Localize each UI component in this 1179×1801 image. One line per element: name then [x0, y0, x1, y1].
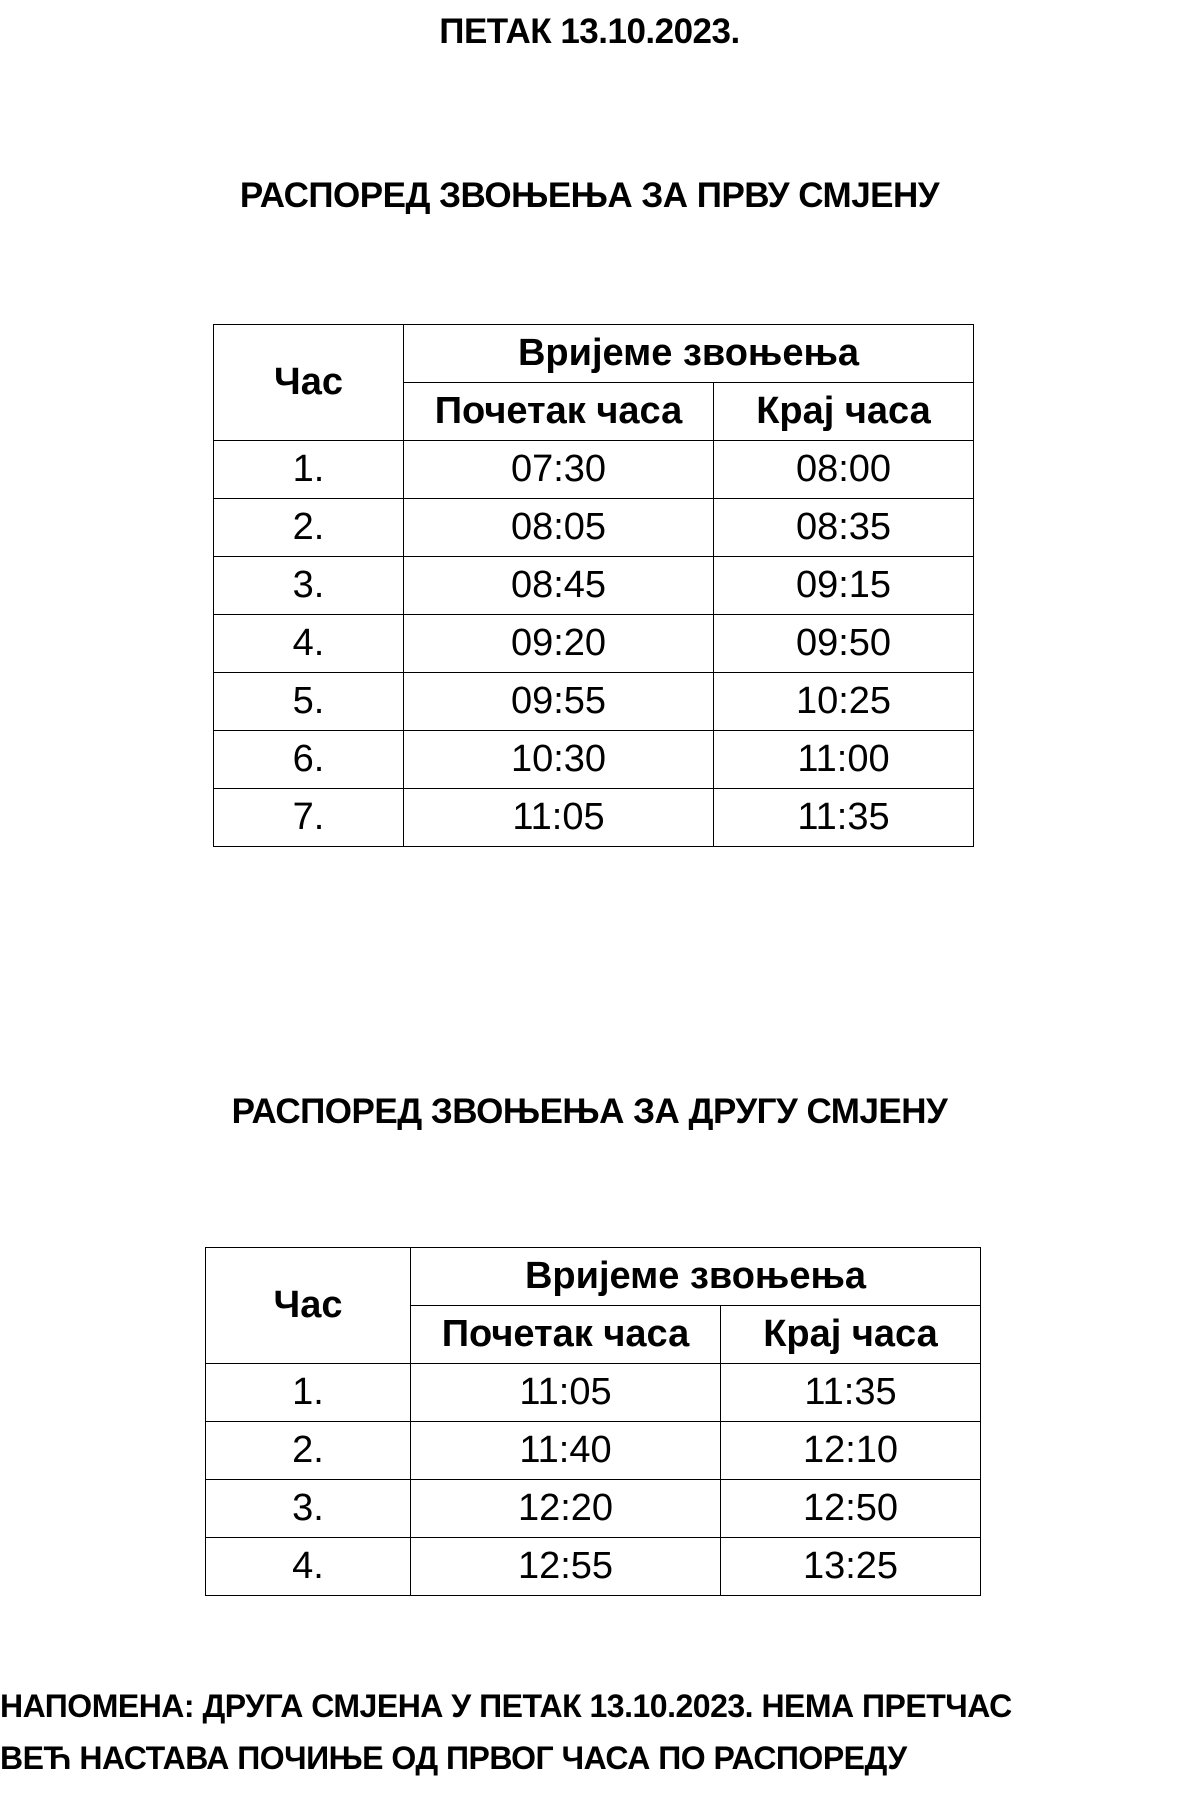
table-row: [214, 615, 974, 673]
table-row: [214, 731, 974, 789]
table-row: [206, 1480, 981, 1538]
start-time: 08:45: [404, 557, 714, 615]
shift2-schedule-table: [205, 1247, 981, 1596]
table-row: [214, 557, 974, 615]
class-column-header: Час: [206, 1248, 411, 1364]
class-number: 1.: [206, 1364, 411, 1422]
class-number: 2.: [206, 1422, 411, 1480]
end-time: 08:00: [714, 441, 974, 499]
note-line-1: НАПОМЕНА: ДРУГА СМЈЕНА У ПЕТАК 13.10.2023. НЕМА ПРЕТЧАС: [0, 1688, 1012, 1724]
shift2-title: РАСПОРЕД ЗВОЊЕЊА ЗА ДРУГУ СМЈЕНУ: [231, 1092, 948, 1131]
end-time: 11:35: [714, 789, 974, 847]
start-time: 10:30: [404, 731, 714, 789]
bell-time-header: Вријеме звоњења: [404, 325, 974, 383]
end-column-header: Крај часа: [721, 1306, 981, 1364]
end-time: 09:50: [714, 615, 974, 673]
end-time: 09:15: [714, 557, 974, 615]
end-time: 12:50: [721, 1480, 981, 1538]
table-row: [206, 1538, 981, 1596]
end-time: 11:35: [721, 1364, 981, 1422]
start-column-header: Почетак часа: [411, 1306, 721, 1364]
start-time: 11:05: [404, 789, 714, 847]
start-time: 08:05: [404, 499, 714, 557]
class-number: 6.: [214, 731, 404, 789]
start-time: 12:20: [411, 1480, 721, 1538]
end-column-header: Крај часа: [714, 383, 974, 441]
class-number: 3.: [206, 1480, 411, 1538]
class-number: 3.: [214, 557, 404, 615]
class-number: 4.: [206, 1538, 411, 1596]
class-number: 4.: [214, 615, 404, 673]
end-time: 11:00: [714, 731, 974, 789]
start-column-header: Почетак часа: [404, 383, 714, 441]
end-time: 12:10: [721, 1422, 981, 1480]
end-time: 10:25: [714, 673, 974, 731]
table-row: [214, 499, 974, 557]
class-number: 2.: [214, 499, 404, 557]
table-row: [214, 673, 974, 731]
class-column-header: Час: [214, 325, 404, 441]
table-row: [214, 789, 974, 847]
shift1-schedule-table: [213, 324, 974, 847]
start-time: 09:55: [404, 673, 714, 731]
class-number: 5.: [214, 673, 404, 731]
start-time: 11:05: [411, 1364, 721, 1422]
start-time: 11:40: [411, 1422, 721, 1480]
table-row: [206, 1364, 981, 1422]
bell-time-header: Вријеме звоњења: [411, 1248, 981, 1306]
note-line-2: ВЕЋ НАСТАВА ПОЧИЊЕ ОД ПРВОГ ЧАСА ПО РАСПОРЕДУ: [0, 1740, 907, 1776]
start-time: 07:30: [404, 441, 714, 499]
class-number: 7.: [214, 789, 404, 847]
start-time: 09:20: [404, 615, 714, 673]
start-time: 12:55: [411, 1538, 721, 1596]
end-time: 08:35: [714, 499, 974, 557]
date-title: ПЕТАК 13.10.2023.: [439, 12, 740, 51]
table-row: [206, 1422, 981, 1480]
end-time: 13:25: [721, 1538, 981, 1596]
class-number: 1.: [214, 441, 404, 499]
table-row: [214, 441, 974, 499]
shift1-title: РАСПОРЕД ЗВОЊЕЊА ЗА ПРВУ СМЈЕНУ: [239, 176, 940, 215]
